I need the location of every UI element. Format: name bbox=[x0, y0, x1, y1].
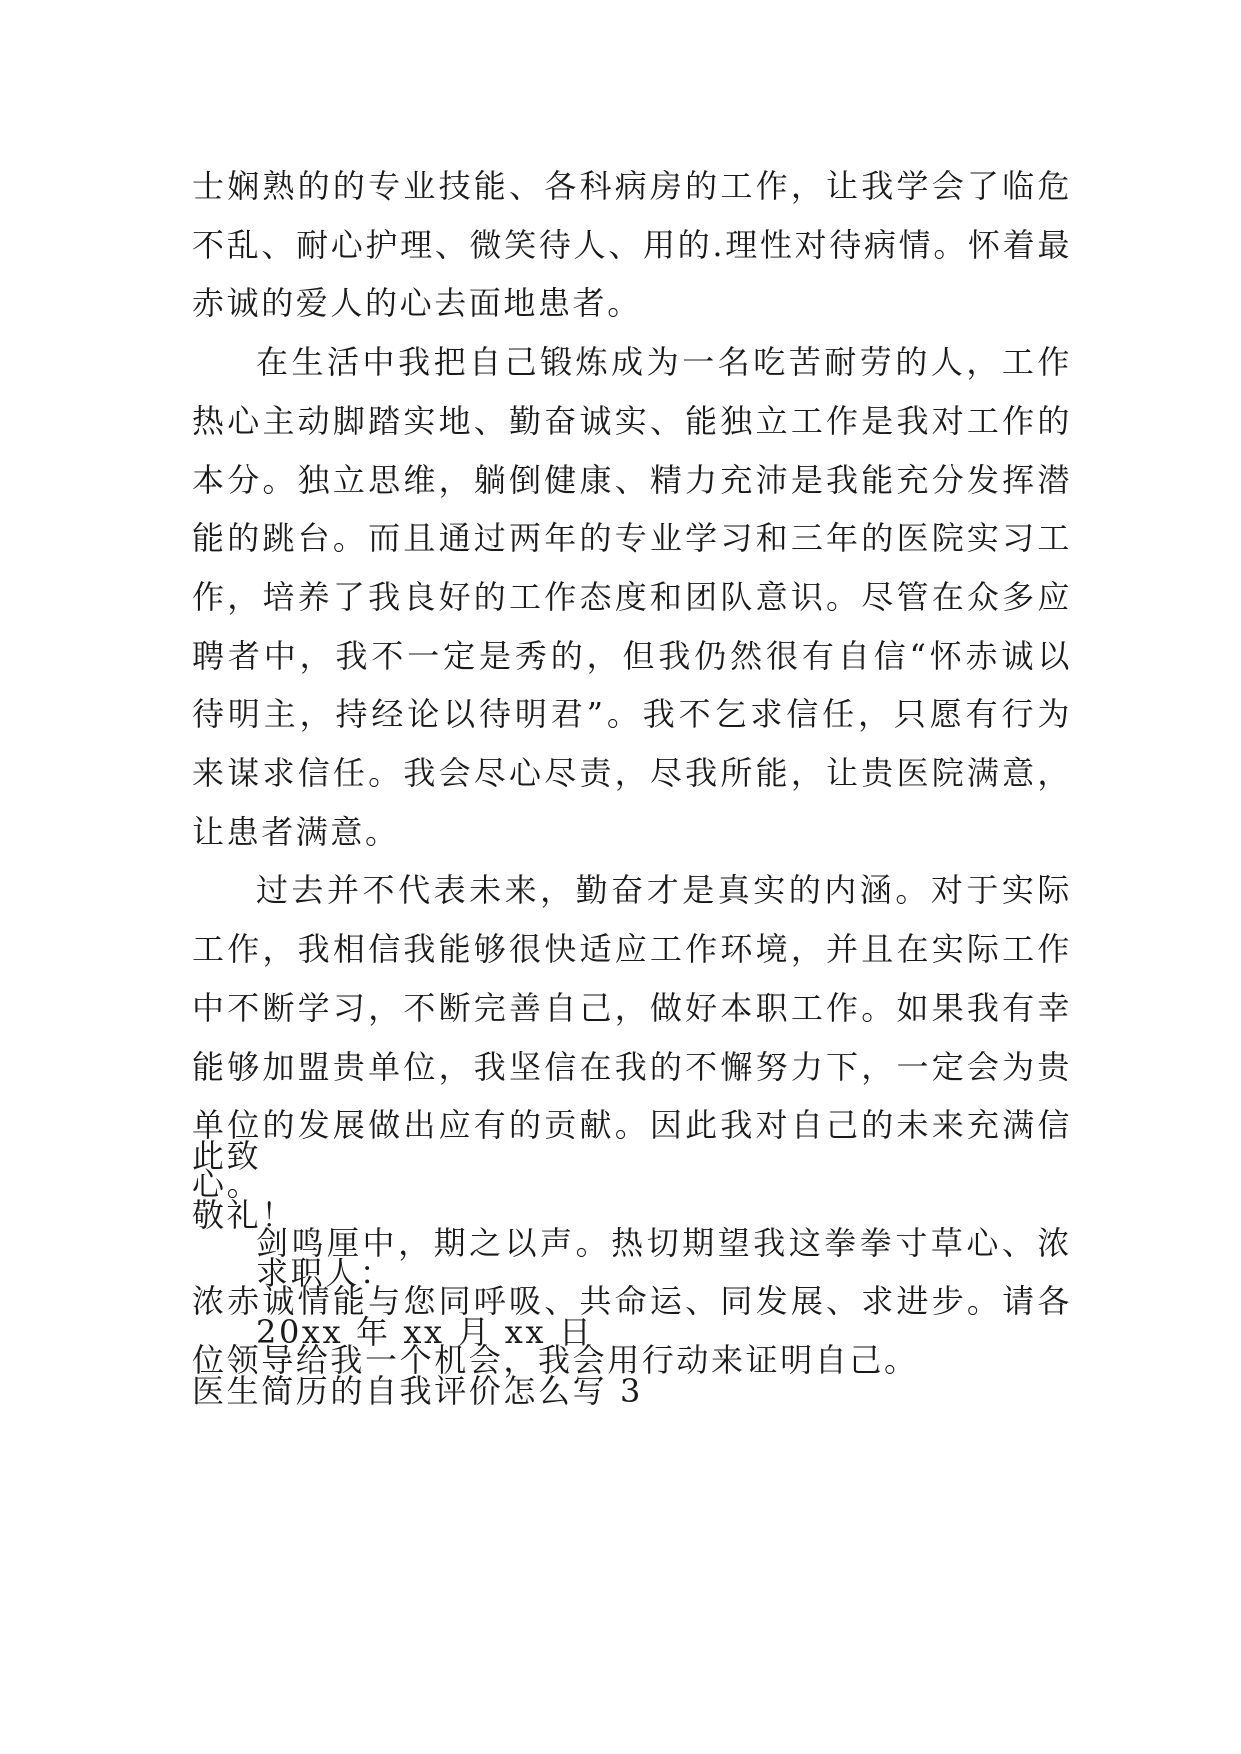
closing-block bbox=[192, 1127, 1072, 1421]
closing-salutation-1: 此致 bbox=[192, 1137, 262, 1175]
paragraph-4: 剑鸣厘中，期之以声。热切期望我这拳拳寸草心、浓浓赤诚情能与您同呼吸、共命运、同发展、求进步。请各位领导给我一个机会，我会用行动来证明自己。 bbox=[192, 1223, 1072, 1380]
next-section-heading: 医生简历的自我评价怎么写 3 bbox=[192, 1371, 643, 1410]
paragraph-3: 过去并不代表未来，勤奋才是真实的内涵。对于实际工作，我相信我能够很快适应工作环境，并且在实际工作中不断学习，不断完善自己，做好本职工作。如果我有幸能够加盟贵单位，我坚信在我的不懈努力下，一定会为贵单位的发展做出应有的贡献。因此我对自己的未来充满信心。 bbox=[192, 871, 1072, 1203]
paragraph-1: 士娴熟的的专业技能、各科病房的工作，让我学会了临危不乱、耐心护理、微笑待人、用的.理性对待病情。怀着最赤诚的爱人的心去面地患者。 bbox=[192, 167, 1072, 323]
signer-label: 求职人： bbox=[256, 1254, 395, 1293]
paragraph-2: 在生活中我把自己锻炼成为一名吃苦耐劳的人，工作热心主动脚踏实地、勤奋诚实、能独立工作是我对工作的本分。独立思维，躺倒健康、精力充沛是我能充分发挥潜能的跳台。而且通过两年的专业学习和三年的医院实习工作，培养了我良好的工作态度和团队意识。尽管在众多应聘者中，我不一定是秀的，但我仍然很有自信“怀赤诚以待明主，持经论以待明君”。我不乞求信任，只愿有行为来谋求信任。我会尽心尽责，尽我所能，让贵医院满意，让患者满意。 bbox=[192, 343, 1072, 851]
closing-salutation-2: 敬礼！ bbox=[192, 1195, 296, 1234]
letter-date: 20xx 年 xx 月 xx 日 bbox=[256, 1313, 594, 1352]
